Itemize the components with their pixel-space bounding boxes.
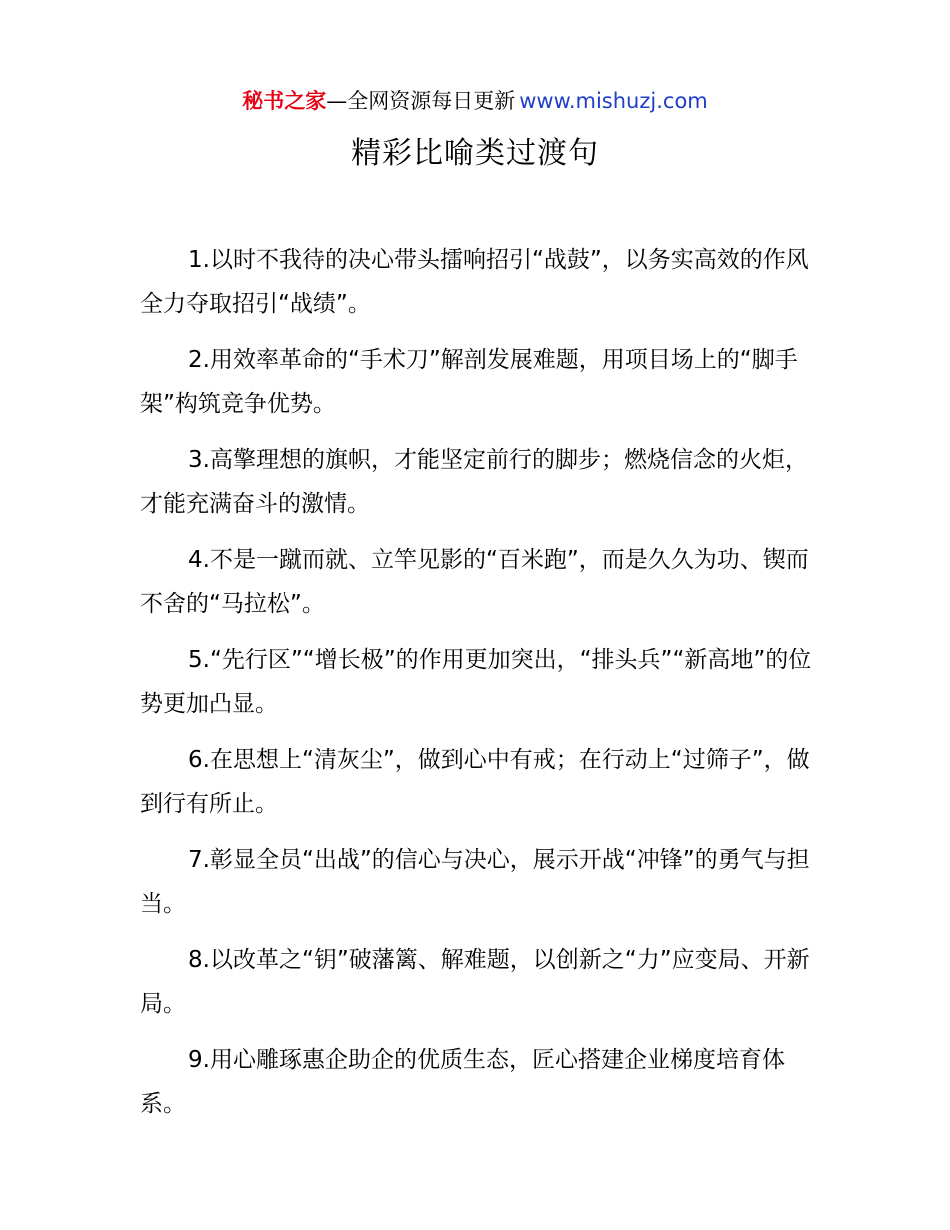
paragraph-9: 9.用心雕琢惠企助企的优质生态，匠心搭建企业梯度培育体系。	[140, 1047, 785, 1117]
site-header	[0, 86, 950, 116]
paragraph-7: 7.彰显全员“出战”的信心与决心，展示开战“冲锋”的勇气与担当。	[140, 847, 810, 917]
header-slogan: —全网资源每日更新	[326, 89, 516, 113]
paragraph-2: 2.用效率革命的“手术刀”解剖发展难题，用项目场上的“脚手架”构筑竞争优势。	[140, 347, 798, 417]
brand-name: 秘书之家	[242, 89, 327, 113]
paragraph-6: 6.在思想上“清灰尘”，做到心中有戒；在行动上“过筛子”，做到行有所止。	[140, 747, 810, 817]
paragraph-5: 5.“先行区”“增长极”的作用更加突出，“排头兵”“新高地”的位势更加凸显。	[140, 647, 812, 717]
paragraph-4: 4.不是一蹴而就、立竿见影的“百米跑”，而是久久为功、锲而不舍的“马拉松”。	[140, 547, 809, 617]
paragraph-3: 3.高擎理想的旗帜，才能坚定前行的脚步；燃烧信念的火炬，才能充满奋斗的激情。	[140, 447, 808, 517]
paragraph-8: 8.以改革之“钥”破藩篱、解难题，以创新之“力”应变局、开新局。	[140, 947, 810, 1017]
document-body	[140, 238, 820, 1138]
document-title: 精彩比喻类过渡句	[351, 136, 599, 171]
site-url-link[interactable]: www.mishuzj.com	[519, 89, 708, 113]
paragraph-1: 1.以时不我待的决心带头擂响招引“战鼓”，以务实高效的作风全力夺取招引“战绩”。	[140, 247, 809, 317]
